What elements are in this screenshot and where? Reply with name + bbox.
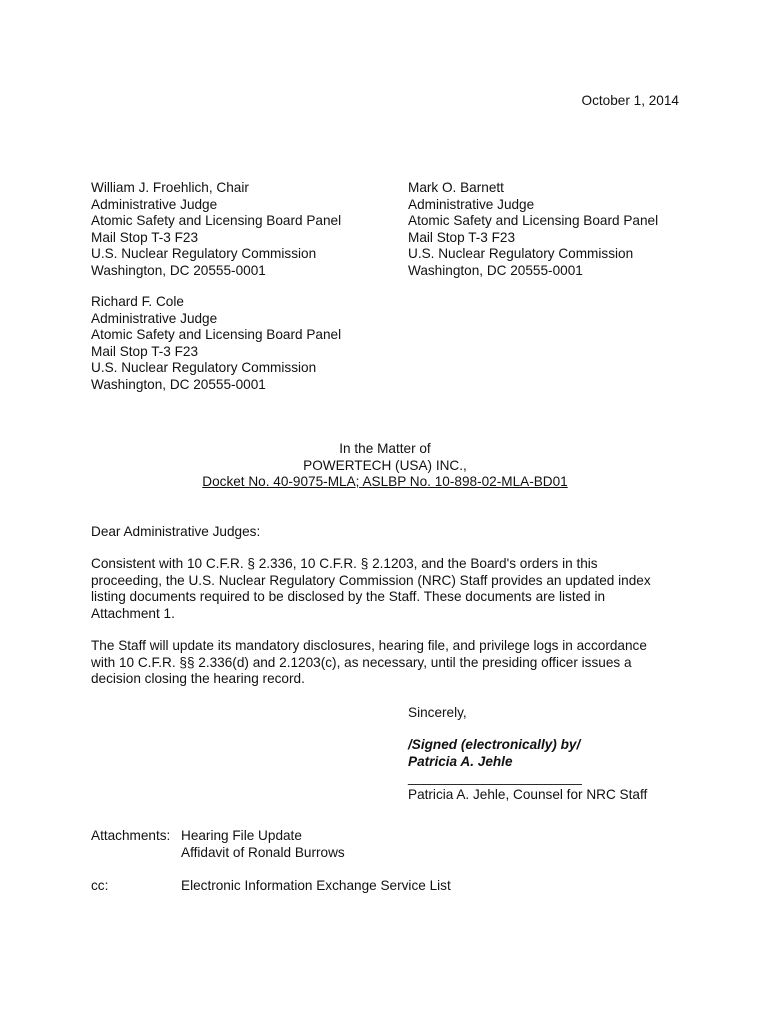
addressee-city: Washington, DC 20555-0001 — [91, 262, 266, 278]
addressee-block — [91, 294, 341, 393]
addressee-agency: U.S. Nuclear Regulatory Commission — [91, 360, 317, 375]
paragraph-line: listing documents required to be disclosed by the Staff. These documents are listed in — [91, 589, 606, 604]
paragraph-line: Consistent with 10 C.F.R. § 2.336, 10 C.F.R. § 2.1203, and the Board's orders in this — [91, 556, 598, 571]
paragraph-line: proceeding, the U.S. Nuclear Regulatory Commission (NRC) Staff provides an updated index — [91, 572, 651, 588]
cc-item: Electronic Information Exchange Service List — [181, 878, 451, 893]
addressee-title: Administrative Judge — [91, 310, 218, 326]
cc-label: cc: — [91, 878, 109, 893]
body-paragraph — [91, 556, 681, 622]
salutation: Dear Administrative Judges: — [91, 524, 261, 539]
addressee-title: Administrative Judge — [91, 196, 218, 212]
addressee-city: Washington, DC 20555-0001 — [408, 262, 583, 278]
addressee-name: Richard F. Cole — [91, 294, 184, 309]
addressee-name: Mark O. Barnett — [408, 180, 504, 195]
attachment-item: Hearing File Update — [181, 828, 302, 843]
attachment-item: Affidavit of Ronald Burrows — [181, 844, 345, 860]
addressee-city: Washington, DC 20555-0001 — [91, 376, 266, 392]
signature-name: Patricia A. Jehle — [408, 753, 513, 769]
addressee-block — [408, 180, 658, 279]
addressee-panel: Atomic Safety and Licensing Board Panel — [91, 213, 342, 228]
addressee-name: William J. Froehlich, Chair — [91, 180, 249, 195]
addressee-agency: U.S. Nuclear Regulatory Commission — [91, 246, 317, 261]
addressee-mailstop: Mail Stop T-3 F23 — [408, 229, 516, 245]
electronic-signature — [408, 737, 580, 770]
matter-party: POWERTECH (USA) INC., — [303, 457, 467, 473]
closing-salutation: Sincerely, — [408, 705, 467, 720]
paragraph-line: with 10 C.F.R. §§ 2.336(d) and 2.1203(c), as necessary, until the presiding officer issues a — [91, 654, 632, 670]
addressee-panel: Atomic Safety and Licensing Board Panel — [91, 327, 342, 342]
addressee-panel: Atomic Safety and Licensing Board Panel — [408, 213, 659, 228]
addressee-block — [91, 180, 341, 279]
paragraph-line: Attachment 1. — [91, 605, 175, 621]
paragraph-line: decision closing the hearing record. — [91, 671, 305, 686]
attachments-label: Attachments: — [91, 828, 171, 843]
signature-statement: /Signed (electronically) by/ — [408, 737, 581, 752]
addressee-agency: U.S. Nuclear Regulatory Commission — [408, 246, 634, 261]
addressee-title: Administrative Judge — [408, 196, 535, 212]
addressee-mailstop: Mail Stop T-3 F23 — [91, 229, 199, 245]
docket-number: Docket No. 40-9075-MLA; ASLBP No. 10-898-02-MLA-BD01 — [202, 474, 568, 489]
body-paragraph — [91, 638, 681, 688]
addressee-mailstop: Mail Stop T-3 F23 — [91, 343, 199, 359]
paragraph-line: The Staff will update its mandatory disclosures, hearing file, and privilege logs in accordance — [91, 638, 647, 653]
matter-caption — [0, 441, 770, 491]
signer-name-title: Patricia A. Jehle, Counsel for NRC Staff — [408, 787, 648, 802]
signature-rule: _______________________ — [408, 770, 582, 785]
letter-date: October 1, 2014 — [581, 93, 679, 108]
matter-heading: In the Matter of — [339, 441, 431, 456]
